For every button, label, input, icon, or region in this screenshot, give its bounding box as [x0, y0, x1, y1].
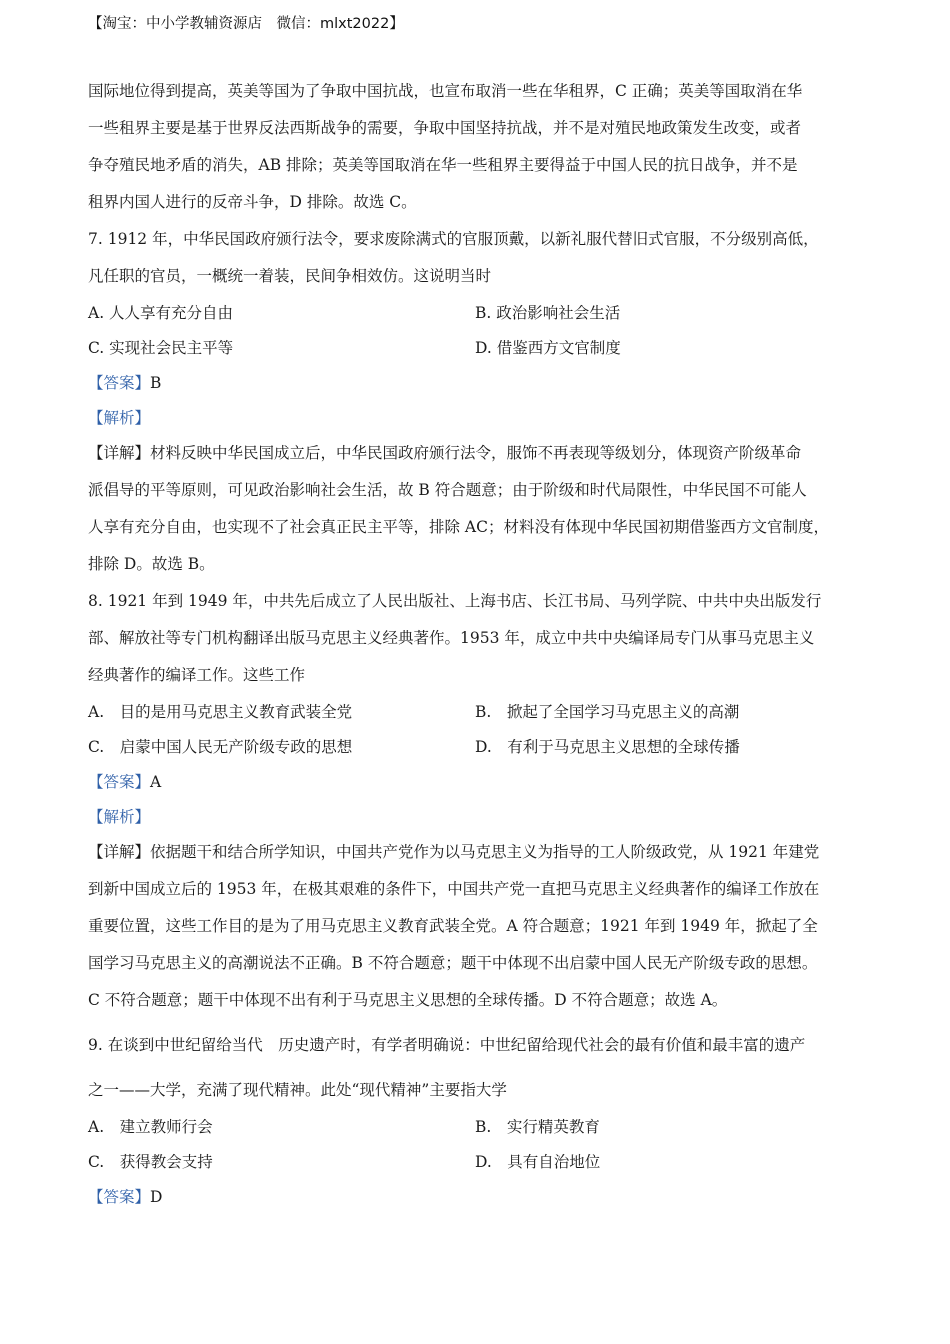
- q9-stem-line: 之一——大学，充满了现代精神。此处“现代精神”主要指大学: [88, 1081, 507, 1099]
- analysis-label: 【解析】: [88, 409, 151, 427]
- answer-label: 【答案】: [88, 773, 151, 791]
- q9-options-row: [88, 1112, 878, 1147]
- q8-answer: [88, 767, 878, 802]
- q7-analysis: [88, 403, 878, 438]
- q7-option-c: C. 实现社会民主平等: [88, 339, 234, 357]
- q9-option-b: B. 实行精英教育: [475, 1118, 600, 1136]
- answer-value: B: [150, 374, 162, 392]
- q7-answer: [88, 368, 878, 403]
- q9-option-d: D. 具有自治地位: [475, 1153, 601, 1171]
- q7-option-b: B. 政治影响社会生活: [475, 304, 621, 322]
- intro-line: 一些租界主要是基于世界反法西斯战争的需要，争取中国坚持抗战，并不是对殖民地政策发生改变，或者: [88, 119, 802, 137]
- q8-option-a: A. 目的是用马克思主义教育武装全党: [88, 703, 353, 721]
- q7-option-d: D. 借鉴西方文官制度: [475, 339, 621, 357]
- q8-option-d: D. 有利于马克思主义思想的全球传播: [475, 738, 740, 756]
- page-header: 【淘宝：中小学教辅资源店 微信：mlxt2022】: [88, 16, 404, 32]
- q7-options-row: [88, 333, 878, 368]
- q8-options-row: [88, 697, 878, 732]
- q8-analysis: [88, 802, 878, 837]
- q7-option-a: A. 人人享有充分自由: [88, 304, 234, 322]
- q9-answer: [88, 1182, 878, 1217]
- intro-line: 租界内国人进行的反帝斗争，D 排除。故选 C。: [88, 193, 417, 211]
- q7-stem-line: 凡任职的官员，一概统一着装，民间争相效仿。这说明当时: [88, 267, 492, 285]
- q9-option-a: A. 建立教师行会: [88, 1118, 213, 1136]
- intro-line: 争夺殖民地矛盾的消失，AB 排除；英美等国取消在华一些租界主要得益于中国人民的抗日战争，并不是: [88, 156, 798, 174]
- answer-label: 【答案】: [88, 374, 151, 392]
- answer-value: D: [150, 1188, 163, 1206]
- q8-option-b: B. 掀起了全国学习马克思主义的高潮: [475, 703, 740, 721]
- q8-detail-line: 到新中国成立后的 1953 年，在极其艰难的条件下，中国共产党一直把马克思主义经典著作的编译工作放在: [88, 880, 820, 898]
- q7-options-row: [88, 298, 878, 333]
- q8-stem-line: 8. 1921 年到 1949 年，中共先后成立了人民出版社、上海书店、长江书局、马列学院、中共中央出版发行: [88, 592, 822, 610]
- q8-option-c: C. 启蒙中国人民无产阶级专政的思想: [88, 738, 353, 756]
- q8-options-row: [88, 732, 878, 767]
- q9-option-c: C. 获得教会支持: [88, 1153, 213, 1171]
- q7-stem-line: 7. 1912 年，中华民国政府颁行法令，要求废除满式的官服顶戴，以新礼服代替旧式官服，不分级别高低，: [88, 230, 819, 248]
- document-body: [88, 76, 878, 1217]
- q8-stem-line: 经典著作的编译工作。这些工作: [88, 666, 306, 684]
- q8-detail-line: C 不符合题意；题干中体现不出有利于马克思主义思想的全球传播。D 不符合题意；故选 A。: [88, 991, 728, 1009]
- q9-stem-line: 9. 在谈到中世纪留给当代 历史遗产时，有学者明确说：中世纪留给现代社会的最有价值和最丰富的遗产: [88, 1036, 806, 1054]
- answer-label: 【答案】: [88, 1188, 151, 1206]
- intro-line: 国际地位得到提高，英美等国为了争取中国抗战，也宣布取消一些在华租界，C 正确；英美等国取消在华: [88, 82, 803, 100]
- q8-detail-line: 国学习马克思主义的高潮说法不正确。B 不符合题意；题干中体现不出启蒙中国人民无产阶级专政的思想。: [88, 954, 818, 972]
- q7-detail-line: 人享有充分自由，也实现不了社会真正民主平等，排除 AC；材料没有体现中华民国初期借鉴西方文官制度，: [88, 518, 829, 536]
- q8-detail-line: 重要位置，这些工作目的是为了用马克思主义教育武装全党。A 符合题意；1921 年到 1949 年，掀起了全: [88, 917, 818, 935]
- q9-options-row: [88, 1147, 878, 1182]
- answer-value: A: [150, 773, 162, 791]
- analysis-label: 【解析】: [88, 808, 151, 826]
- q8-detail-line: 【详解】依据题干和结合所学知识，中国共产党作为以马克思主义为指导的工人阶级政党，从 1921 年建党: [88, 843, 820, 861]
- q7-detail-line: 排除 D。故选 B。: [88, 555, 215, 573]
- q8-stem-line: 部、解放社等专门机构翻译出版马克思主义经典著作。1953 年，成立中共中央编译局专门从事马克思主义: [88, 629, 815, 647]
- q7-detail-line: 派倡导的平等原则，可见政治影响社会生活，故 B 符合题意；由于阶级和时代局限性，中华民国不可能人: [88, 481, 807, 499]
- q7-detail-line: 【详解】材料反映中华民国成立后，中华民国政府颁行法令，服饰不再表现等级划分，体现资产阶级革命: [88, 444, 802, 462]
